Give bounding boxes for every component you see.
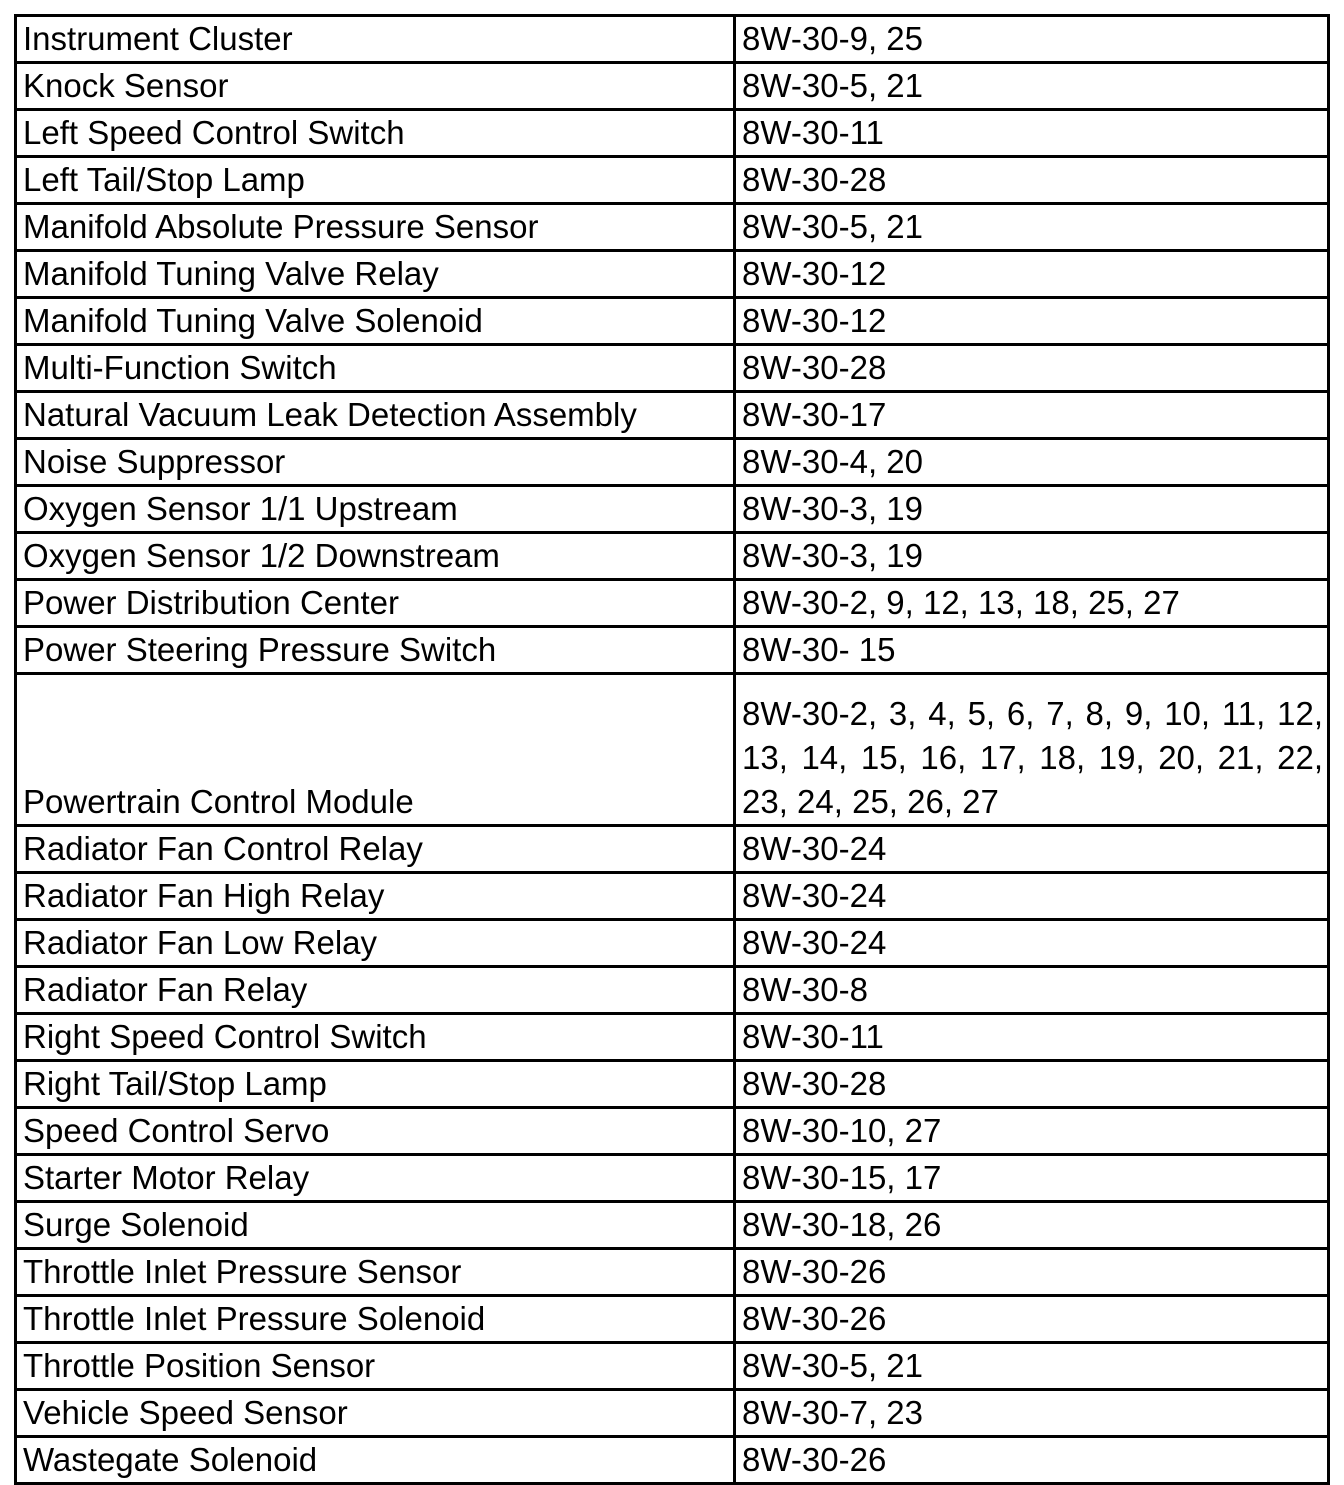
table-row [16,1249,1329,1296]
table-row [16,627,1329,674]
table-row [16,1437,1329,1484]
table-row [16,439,1329,486]
component-name: Vehicle Speed Sensor [16,1390,735,1437]
component-name: Radiator Fan Control Relay [16,826,735,873]
component-name: Manifold Tuning Valve Solenoid [16,298,735,345]
component-name: Right Speed Control Switch [16,1014,735,1061]
table-row [16,1390,1329,1437]
table-row [16,298,1329,345]
page-reference: 8W-30-11 [735,1014,1329,1061]
component-name: Starter Motor Relay [16,1155,735,1202]
page-reference: 8W-30- 15 [735,627,1329,674]
page-reference: 8W-30-12 [735,298,1329,345]
table-row [16,580,1329,627]
page-reference: 8W-30-12 [735,251,1329,298]
table-row [16,251,1329,298]
component-name: Oxygen Sensor 1/1 Upstream [16,486,735,533]
component-name: Radiator Fan High Relay [16,873,735,920]
component-name: Left Speed Control Switch [16,110,735,157]
component-name: Power Steering Pressure Switch [16,627,735,674]
component-name: Natural Vacuum Leak Detection Assembly [16,392,735,439]
table-row [16,1343,1329,1390]
page-reference: 8W-30-10, 27 [735,1108,1329,1155]
table-row [16,1155,1329,1202]
component-name: Throttle Inlet Pressure Sensor [16,1249,735,1296]
component-name: Throttle Inlet Pressure Solenoid [16,1296,735,1343]
table-row [16,392,1329,439]
table-row [16,1061,1329,1108]
page-reference: 8W-30-26 [735,1296,1329,1343]
component-name: Noise Suppressor [16,439,735,486]
table-row [16,967,1329,1014]
component-name: Speed Control Servo [16,1108,735,1155]
page-reference: 8W-30-17 [735,392,1329,439]
component-name: Oxygen Sensor 1/2 Downstream [16,533,735,580]
component-index-table [14,14,1330,1485]
page-reference: 8W-30-3, 19 [735,486,1329,533]
page-reference: 8W-30-9, 25 [735,16,1329,63]
table-row [16,16,1329,63]
component-index-body [16,16,1329,1484]
component-name: Manifold Tuning Valve Relay [16,251,735,298]
table-row [16,1296,1329,1343]
component-name: Multi-Function Switch [16,345,735,392]
component-name: Surge Solenoid [16,1202,735,1249]
table-row [16,1202,1329,1249]
table-row [16,1108,1329,1155]
table-row [16,204,1329,251]
component-name: Instrument Cluster [16,16,735,63]
page-reference: 8W-30-28 [735,1061,1329,1108]
component-name: Left Tail/Stop Lamp [16,157,735,204]
page-reference: 8W-30-5, 21 [735,204,1329,251]
table-row [16,674,1329,826]
page-reference: 8W-30-5, 21 [735,63,1329,110]
page-reference: 8W-30-7, 23 [735,1390,1329,1437]
table-row [16,63,1329,110]
page-reference: 8W-30-18, 26 [735,1202,1329,1249]
component-name: Powertrain Control Module [16,674,735,826]
page-reference: 8W-30-26 [735,1437,1329,1484]
component-name: Power Distribution Center [16,580,735,627]
component-name: Throttle Position Sensor [16,1343,735,1390]
page-reference: 8W-30-11 [735,110,1329,157]
component-name: Radiator Fan Low Relay [16,920,735,967]
page-reference: 8W-30-24 [735,826,1329,873]
table-row [16,1014,1329,1061]
page-reference: 8W-30-24 [735,920,1329,967]
table-row [16,110,1329,157]
table-row [16,873,1329,920]
page-reference: 8W-30-4, 20 [735,439,1329,486]
component-name: Right Tail/Stop Lamp [16,1061,735,1108]
page-reference: 8W-30-8 [735,967,1329,1014]
component-name: Wastegate Solenoid [16,1437,735,1484]
table-row [16,826,1329,873]
page-reference: 8W-30-3, 19 [735,533,1329,580]
table-row [16,157,1329,204]
page-reference: 8W-30-28 [735,345,1329,392]
component-name: Radiator Fan Relay [16,967,735,1014]
page-reference: 8W-30-28 [735,157,1329,204]
page-reference: 8W-30-5, 21 [735,1343,1329,1390]
page-reference: 8W-30-2, 9, 12, 13, 18, 25, 27 [735,580,1329,627]
component-name: Knock Sensor [16,63,735,110]
page-reference: 8W-30-26 [735,1249,1329,1296]
page-reference: 8W-30-24 [735,873,1329,920]
component-name: Manifold Absolute Pressure Sensor [16,204,735,251]
page-reference: 8W-30-15, 17 [735,1155,1329,1202]
table-row [16,486,1329,533]
table-row [16,920,1329,967]
table-row [16,345,1329,392]
table-row [16,533,1329,580]
page-reference: 8W-30-2, 3, 4, 5, 6, 7, 8, 9, 10, 11, 12, 13, 14, 15, 16, 17, 18, 19, 20, 21, 22, 23, 24, 25, 26, 27 [735,674,1329,826]
